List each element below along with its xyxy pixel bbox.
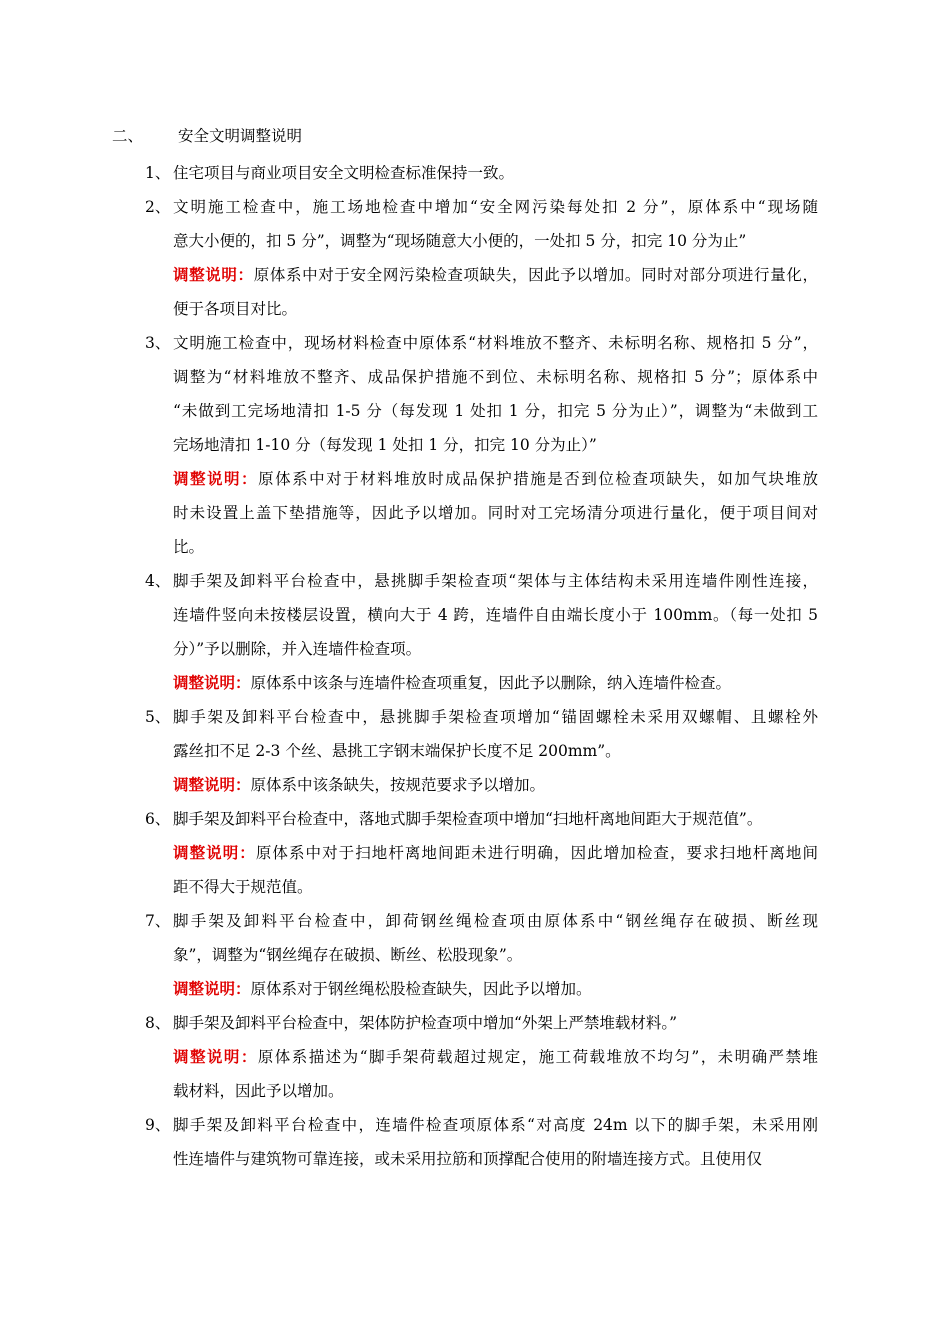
adjustment-note-text: 原体系对于钢丝绳松股检查缺失，因此予以增加。	[250, 980, 592, 998]
adjustment-note-label: 调整说明：	[173, 469, 259, 488]
adjustment-note-line: 距不得大于规范值。	[173, 878, 313, 896]
list-item	[0, 904, 818, 1006]
item-text-line: 脚手架及卸料平台检查中，架体防护检查项中增加“外架上严禁堆载材料。”	[173, 1014, 678, 1032]
adjustment-note-label: 调整说明：	[173, 843, 256, 862]
item-text-line: 调整为“材料堆放不整齐、成品保护措施不到位、未标明名称、规格扣 5 分”；原体系中	[173, 368, 818, 386]
item-number: 8、	[145, 1014, 171, 1032]
list-item	[0, 1006, 818, 1108]
adjustment-note-line	[173, 972, 818, 1006]
adjustment-note-line: 便于各项目对比。	[173, 300, 298, 318]
item-text-line: 完场地清扣 1-10 分（每发现 1 处扣 1 分，扣完 10 分为止）”	[173, 436, 597, 454]
adjustment-note-text: 原体系中对于扫地杆离地间距未进行明确，因此增加检查，要求扫地杆离地间	[255, 844, 818, 862]
item-text-line: 脚手架及卸料平台检查中，悬挑脚手架检查项“架体与主体结构未采用连墙件刚性连接，	[173, 572, 818, 590]
section-title: 安全文明调整说明	[178, 127, 303, 145]
adjustment-note-text: 原体系中对于安全网污染检查项缺失，因此予以增加。同时对部分项进行量化，	[253, 266, 818, 284]
item-text-line: 象”，调整为“钢丝绳存在破损、断丝、松股现象”。	[173, 946, 523, 964]
item-number: 1、	[145, 164, 171, 182]
list-item	[0, 326, 818, 564]
adjustment-note-line	[173, 666, 818, 700]
item-number: 7、	[145, 912, 171, 930]
adjustment-note-label: 调整说明：	[173, 979, 251, 998]
item-number: 2、	[145, 198, 171, 216]
adjustment-note-text: 原体系描述为“脚手架荷载超过规定，施工荷载堆放不均匀”，未明确严禁堆	[257, 1048, 818, 1066]
item-number: 3、	[145, 334, 171, 352]
adjustment-note-label: 调整说明：	[173, 265, 254, 284]
item-text-line: 脚手架及卸料平台检查中，落地式脚手架检查项中增加“扫地杆离地间距大于规范值”。	[173, 810, 763, 828]
item-text-line: 意大小便的，扣 5 分”，调整为“现场随意大小便的，一处扣 5 分，扣完 10 分为止”	[173, 232, 747, 250]
adjustment-note-line	[173, 258, 818, 292]
item-number: 9、	[145, 1116, 171, 1134]
adjustment-note-label: 调整说明：	[173, 775, 251, 794]
item-text-line: 连墙件竖向未按楼层设置，横向大于 4 跨，连墙件自由端长度小于 100mm。（每一处扣 5	[173, 606, 818, 624]
adjustment-note-text: 原体系中对于材料堆放时成品保护措施是否到位检查项缺失，如加气块堆放	[258, 470, 818, 488]
item-number: 5、	[145, 708, 171, 726]
item-text-line: “未做到工完场地清扣 1-5 分（每发现 1 处扣 1 分，扣完 5 分为止）”，调整为“未做到工	[173, 402, 818, 420]
adjustment-note-line: 时未设置上盖下垫措施等，因此予以增加。同时对工完场清分项进行量化，便于项目间对	[173, 504, 818, 522]
adjustment-note-line	[173, 462, 818, 496]
section-heading	[112, 124, 302, 148]
adjustment-note-line: 比。	[173, 538, 205, 556]
list-item	[0, 156, 818, 190]
item-text-line: 露丝扣不足 2-3 个丝、悬挑工字钢末端保护长度不足 200mm”。	[173, 742, 621, 760]
adjustment-note-text: 原体系中该条缺失，按规范要求予以增加。	[250, 776, 546, 794]
adjustment-note-text: 原体系中该条与连墙件检查项重复，因此予以删除，纳入连墙件检查。	[250, 674, 732, 692]
adjustment-note-line	[173, 768, 818, 802]
adjustment-list	[0, 156, 950, 1176]
adjustment-note-line	[173, 1040, 818, 1074]
item-text-line: 性连墙件与建筑物可靠连接，或未采用拉筋和顶撑配合使用的附墙连接方式。且使用仅	[173, 1150, 763, 1168]
item-text-line: 脚手架及卸料平台检查中，卸荷钢丝绳检查项由原体系中“钢丝绳存在破损、断丝现	[173, 912, 818, 930]
item-number: 4、	[145, 572, 171, 590]
adjustment-note-line	[173, 836, 818, 870]
adjustment-note-line: 载材料，因此予以增加。	[173, 1082, 344, 1100]
list-item	[0, 1108, 818, 1176]
item-text-line: 文明施工检查中，现场材料检查中原体系“材料堆放不整齐、未标明名称、规格扣 5 分”，	[173, 334, 818, 352]
list-item	[0, 564, 818, 700]
list-item	[0, 190, 818, 326]
item-text-line: 住宅项目与商业项目安全文明检查标准保持一致。	[173, 164, 515, 182]
item-text-line: 分）”予以删除，并入连墙件检查项。	[173, 640, 422, 658]
item-text-line: 脚手架及卸料平台检查中，连墙件检查项原体系“对高度 24m 以下的脚手架，未采用刚	[173, 1116, 818, 1134]
item-number: 6、	[145, 810, 171, 828]
list-item	[0, 802, 818, 904]
item-text-line: 脚手架及卸料平台检查中，悬挑脚手架检查项增加“锚固螺栓未采用双螺帽、且螺栓外	[173, 708, 818, 726]
adjustment-note-label: 调整说明：	[173, 1047, 258, 1066]
section-number: 二、	[112, 127, 144, 145]
list-item	[0, 700, 818, 802]
adjustment-note-label: 调整说明：	[173, 673, 251, 692]
item-text-line: 文明施工检查中，施工场地检查中增加“安全网污染每处扣 2 分”，原体系中“现场随	[173, 198, 818, 216]
